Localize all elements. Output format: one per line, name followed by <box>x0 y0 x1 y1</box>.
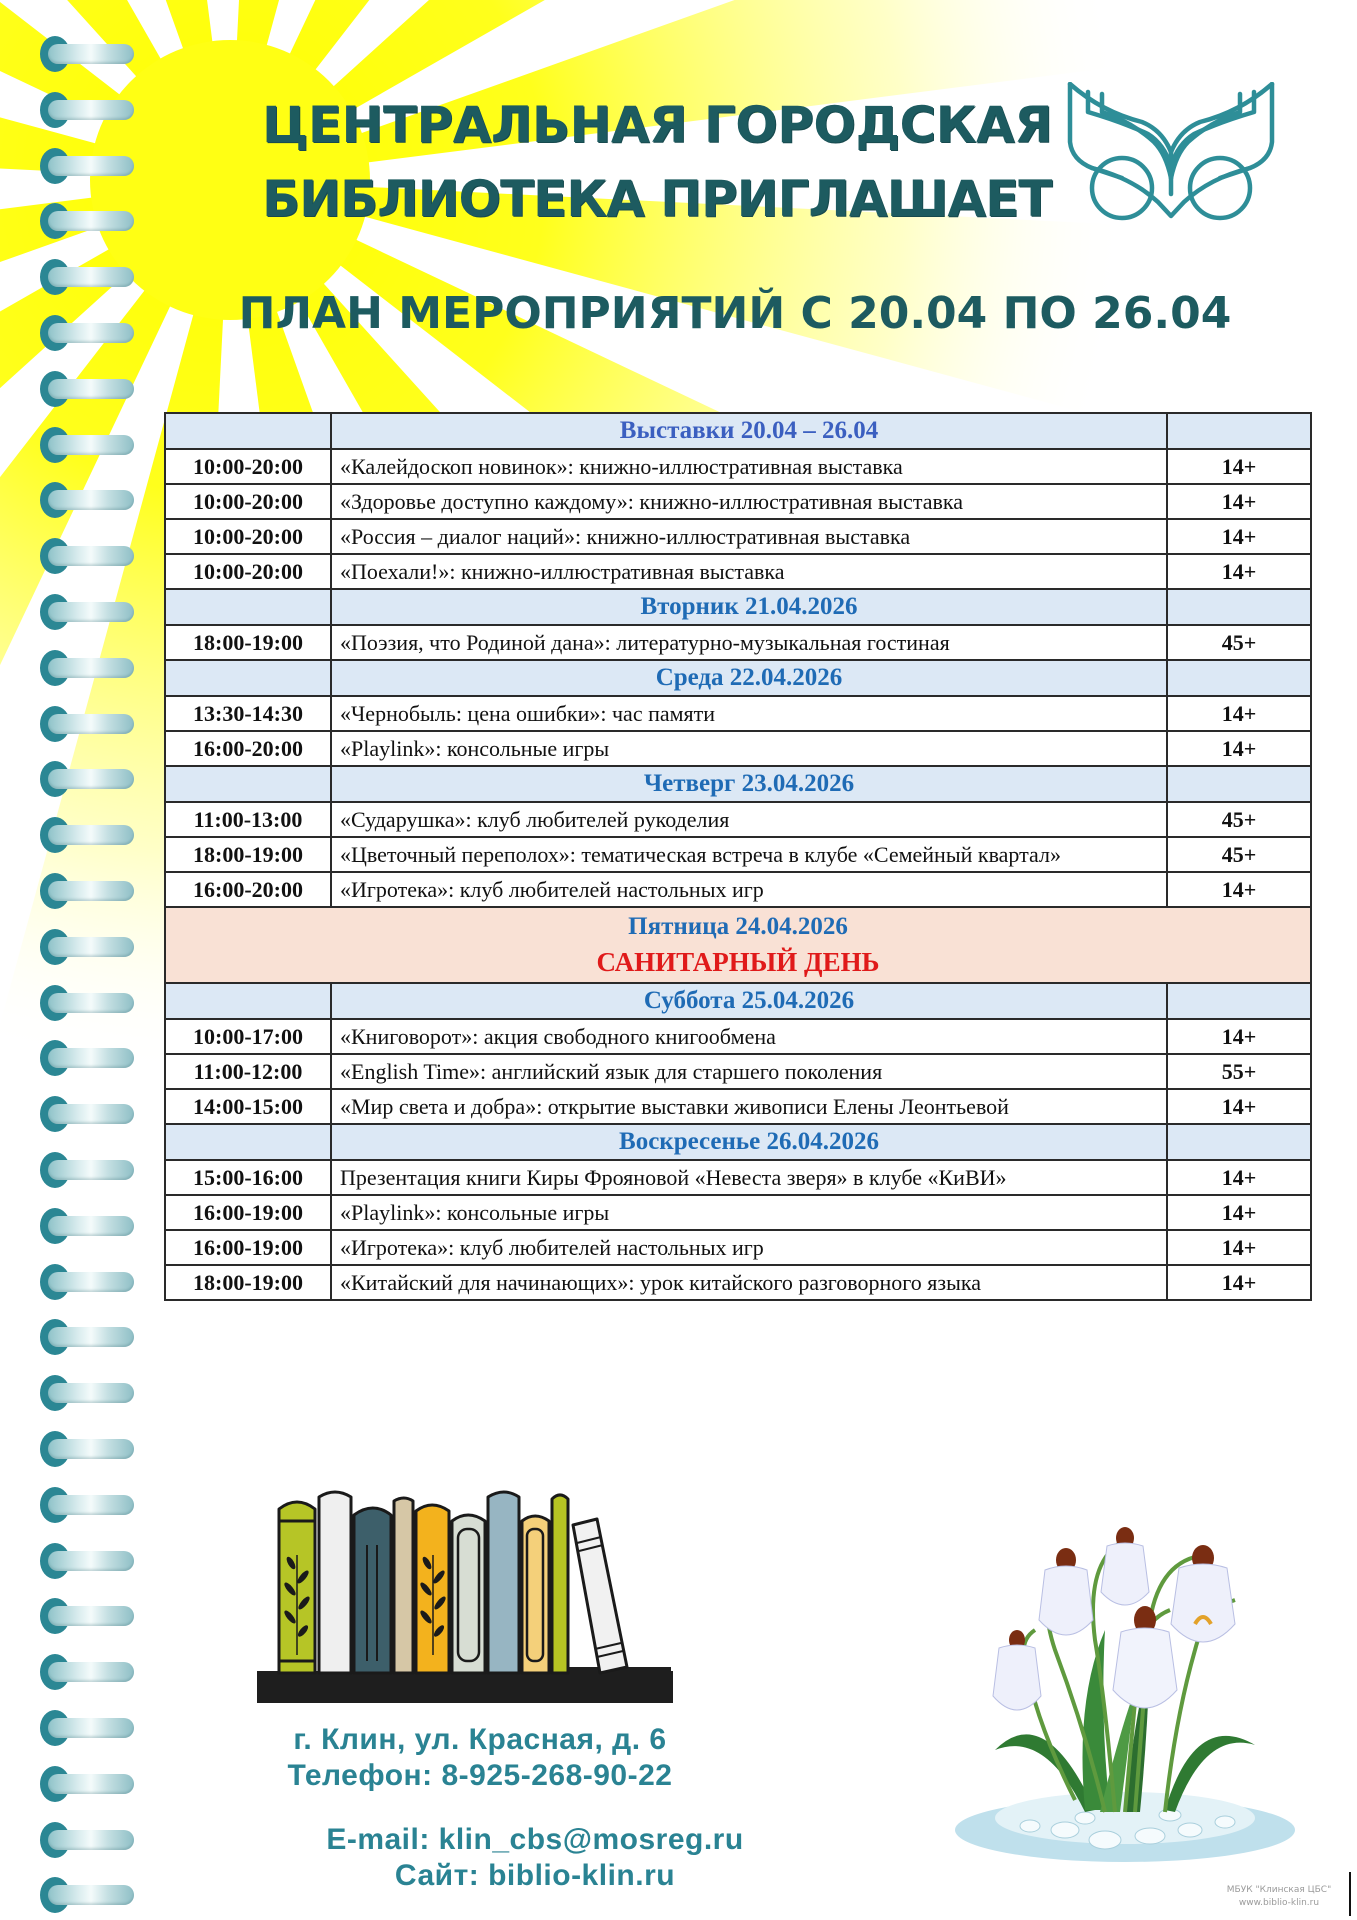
event-age-rating: 14+ <box>1167 519 1311 554</box>
event-row <box>165 1195 1311 1230</box>
day-header-empty <box>165 766 331 802</box>
spiral-ring-icon <box>40 1039 136 1077</box>
spiral-ring-icon <box>40 1263 136 1301</box>
spiral-ring-icon <box>40 872 136 910</box>
event-row <box>165 1230 1311 1265</box>
watermark-divider <box>1349 1872 1351 1916</box>
email-link[interactable]: E-mail: klin_cbs@mosreg.ru <box>326 1823 744 1856</box>
spiral-binding-rings-icon <box>0 0 140 1920</box>
spiral-ring-icon <box>40 1207 136 1245</box>
spiral-ring-icon <box>40 1430 136 1468</box>
day-header-row-saturday <box>165 983 1311 1019</box>
day-header-row-thursday <box>165 766 1311 802</box>
event-age-rating: 14+ <box>1167 449 1311 484</box>
event-row <box>165 696 1311 731</box>
event-description: «Здоровье доступно каждому»: книжно-иллюстративная выставка <box>331 484 1167 519</box>
event-description: «Чернобыль: цена ошибки»: час памяти <box>331 696 1167 731</box>
bookshelf-illustration-icon <box>255 1485 675 1705</box>
spiral-ring-icon <box>40 1821 136 1859</box>
day-header-empty <box>1167 983 1311 1019</box>
event-age-rating: 14+ <box>1167 1089 1311 1124</box>
watermark <box>1212 1884 1346 1910</box>
event-time: 10:00-17:00 <box>165 1019 331 1054</box>
spiral-ring-icon <box>40 1876 136 1914</box>
spiral-ring-icon <box>40 1765 136 1803</box>
day-title: Четверг 23.04.2026 <box>331 766 1167 802</box>
day-header-empty <box>1167 413 1311 449</box>
schedule-subtitle: ПЛАН МЕРОПРИЯТИЙ С 20.04 ПО 26.04 <box>238 288 1232 339</box>
day-title: Суббота 25.04.2026 <box>331 983 1167 1019</box>
event-description: «English Time»: английский язык для старшего поколения <box>331 1054 1167 1089</box>
event-description: «Цветочный переполох»: тематическая встреча в клубе «Семейный квартал» <box>331 837 1167 872</box>
day-header-empty <box>165 983 331 1019</box>
day-title: Выставки 20.04 – 26.04 <box>331 413 1167 449</box>
day-title: Среда 22.04.2026 <box>331 660 1167 696</box>
event-age-rating: 14+ <box>1167 872 1311 907</box>
event-description: «Поэзия, что Родиной дана»: литературно-музыкальная гостиная <box>331 625 1167 660</box>
title-line-1: ЦЕНТРАЛЬНАЯ ГОРОДСКАЯ <box>262 96 1053 154</box>
spiral-ring-icon <box>40 537 136 575</box>
spiral-ring-icon <box>40 370 136 408</box>
spiral-ring-icon <box>40 314 136 352</box>
event-row <box>165 837 1311 872</box>
event-time: 16:00-19:00 <box>165 1230 331 1265</box>
event-time: 18:00-19:00 <box>165 837 331 872</box>
closed-day-cell <box>165 907 1311 983</box>
event-description: «Россия – диалог наций»: книжно-иллюстративная выставка <box>331 519 1167 554</box>
day-header-empty <box>1167 1124 1311 1160</box>
spiral-ring-icon <box>40 1374 136 1412</box>
contacts-web-block <box>255 1822 815 1894</box>
event-description: «Мир света и добра»: открытие выставки живописи Елены Леонтьевой <box>331 1089 1167 1124</box>
event-time: 11:00-13:00 <box>165 802 331 837</box>
events-schedule-table <box>164 412 1312 1301</box>
event-time: 16:00-19:00 <box>165 1195 331 1230</box>
closed-note: САНИТАРНЫЙ ДЕНЬ <box>596 947 880 977</box>
contacts-address-block <box>215 1722 745 1794</box>
day-title: Пятница 24.04.2026 <box>628 913 848 940</box>
event-time: 16:00-20:00 <box>165 731 331 766</box>
address-text: г. Клин, ул. Красная, д. 6 <box>293 1723 667 1756</box>
event-age-rating: 14+ <box>1167 554 1311 589</box>
title-line-2: БИБЛИОТЕКА ПРИГЛАШАЕТ <box>262 170 1052 228</box>
event-time: 14:00-15:00 <box>165 1089 331 1124</box>
event-time: 10:00-20:00 <box>165 554 331 589</box>
event-row <box>165 802 1311 837</box>
spiral-ring-icon <box>40 928 136 966</box>
phone-text[interactable]: Телефон: 8-925-268-90-22 <box>287 1759 673 1792</box>
event-age-rating: 55+ <box>1167 1054 1311 1089</box>
event-description: «Сударушка»: клуб любителей рукоделия <box>331 802 1167 837</box>
event-description: «Игротека»: клуб любителей настольных игр <box>331 872 1167 907</box>
library-logo-icon <box>1062 82 1280 224</box>
spiral-ring-icon <box>40 705 136 743</box>
event-time: 13:30-14:30 <box>165 696 331 731</box>
event-age-rating: 14+ <box>1167 1195 1311 1230</box>
event-time: 15:00-16:00 <box>165 1160 331 1195</box>
spiral-ring-icon <box>40 1095 136 1133</box>
day-header-row-sunday <box>165 1124 1311 1160</box>
event-description: «Playlink»: консольные игры <box>331 731 1167 766</box>
spiral-ring-icon <box>40 1542 136 1580</box>
page-title <box>262 88 1053 236</box>
event-age-rating: 14+ <box>1167 1230 1311 1265</box>
event-description: «Игротека»: клуб любителей настольных игр <box>331 1230 1167 1265</box>
snowdrops-illustration-icon <box>935 1500 1315 1870</box>
event-row <box>165 484 1311 519</box>
spiral-ring-icon <box>40 481 136 519</box>
event-row <box>165 625 1311 660</box>
event-age-rating: 14+ <box>1167 484 1311 519</box>
spiral-ring-icon <box>40 202 136 240</box>
spiral-ring-icon <box>40 1486 136 1524</box>
spiral-ring-icon <box>40 258 136 296</box>
event-row <box>165 1265 1311 1300</box>
spiral-ring-icon <box>40 649 136 687</box>
spiral-ring-icon <box>40 1709 136 1747</box>
event-time: 10:00-20:00 <box>165 484 331 519</box>
event-age-rating: 45+ <box>1167 625 1311 660</box>
event-age-rating: 14+ <box>1167 1265 1311 1300</box>
day-title: Вторник 21.04.2026 <box>331 589 1167 625</box>
event-description: «Книговорот»: акция свободного книгообмена <box>331 1019 1167 1054</box>
event-row <box>165 519 1311 554</box>
day-header-row-tuesday <box>165 589 1311 625</box>
spiral-ring-icon <box>40 1151 136 1189</box>
event-description: «Поехали!»: книжно-иллюстративная выставка <box>331 554 1167 589</box>
event-time: 10:00-20:00 <box>165 519 331 554</box>
spiral-ring-icon <box>40 91 136 129</box>
spiral-ring-icon <box>40 426 136 464</box>
day-header-row-exhibitions <box>165 413 1311 449</box>
event-row <box>165 731 1311 766</box>
spiral-ring-icon <box>40 984 136 1022</box>
day-closed-row-friday <box>165 907 1311 983</box>
spiral-ring-icon <box>40 816 136 854</box>
event-age-rating: 14+ <box>1167 696 1311 731</box>
spiral-ring-icon <box>40 35 136 73</box>
event-time: 10:00-20:00 <box>165 449 331 484</box>
day-header-empty <box>165 589 331 625</box>
event-time: 18:00-19:00 <box>165 1265 331 1300</box>
event-age-rating: 45+ <box>1167 837 1311 872</box>
event-age-rating: 14+ <box>1167 731 1311 766</box>
event-row <box>165 1160 1311 1195</box>
watermark-org: МБУК "Клинская ЦБС" <box>1226 1885 1332 1895</box>
event-time: 11:00-12:00 <box>165 1054 331 1089</box>
spiral-ring-icon <box>40 593 136 631</box>
event-description: «Калейдоскоп новинок»: книжно-иллюстративная выставка <box>331 449 1167 484</box>
day-header-empty <box>1167 766 1311 802</box>
day-header-empty <box>165 1124 331 1160</box>
spiral-ring-icon <box>40 760 136 798</box>
event-age-rating: 14+ <box>1167 1160 1311 1195</box>
event-description: «Китайский для начинающих»: урок китайского разговорного языка <box>331 1265 1167 1300</box>
day-header-empty <box>1167 589 1311 625</box>
day-header-empty <box>165 413 331 449</box>
spiral-ring-icon <box>40 1597 136 1635</box>
event-description: «Playlink»: консольные игры <box>331 1195 1167 1230</box>
watermark-site: www.biblio-klin.ru <box>1238 1898 1320 1908</box>
event-description: Презентация книги Киры Фрояновой «Невеста зверя» в клубе «КиВИ» <box>331 1160 1167 1195</box>
event-age-rating: 14+ <box>1167 1019 1311 1054</box>
day-header-empty <box>165 660 331 696</box>
spiral-ring-icon <box>40 147 136 185</box>
site-link[interactable]: Сайт: biblio-klin.ru <box>394 1859 676 1892</box>
day-header-row-wednesday <box>165 660 1311 696</box>
day-title: Воскресенье 26.04.2026 <box>331 1124 1167 1160</box>
event-row <box>165 872 1311 907</box>
event-age-rating: 45+ <box>1167 802 1311 837</box>
event-row <box>165 554 1311 589</box>
event-row <box>165 449 1311 484</box>
event-row <box>165 1089 1311 1124</box>
event-time: 16:00-20:00 <box>165 872 331 907</box>
event-row <box>165 1054 1311 1089</box>
event-row <box>165 1019 1311 1054</box>
event-time: 18:00-19:00 <box>165 625 331 660</box>
day-header-empty <box>1167 660 1311 696</box>
spiral-ring-icon <box>40 1653 136 1691</box>
spiral-ring-icon <box>40 1318 136 1356</box>
